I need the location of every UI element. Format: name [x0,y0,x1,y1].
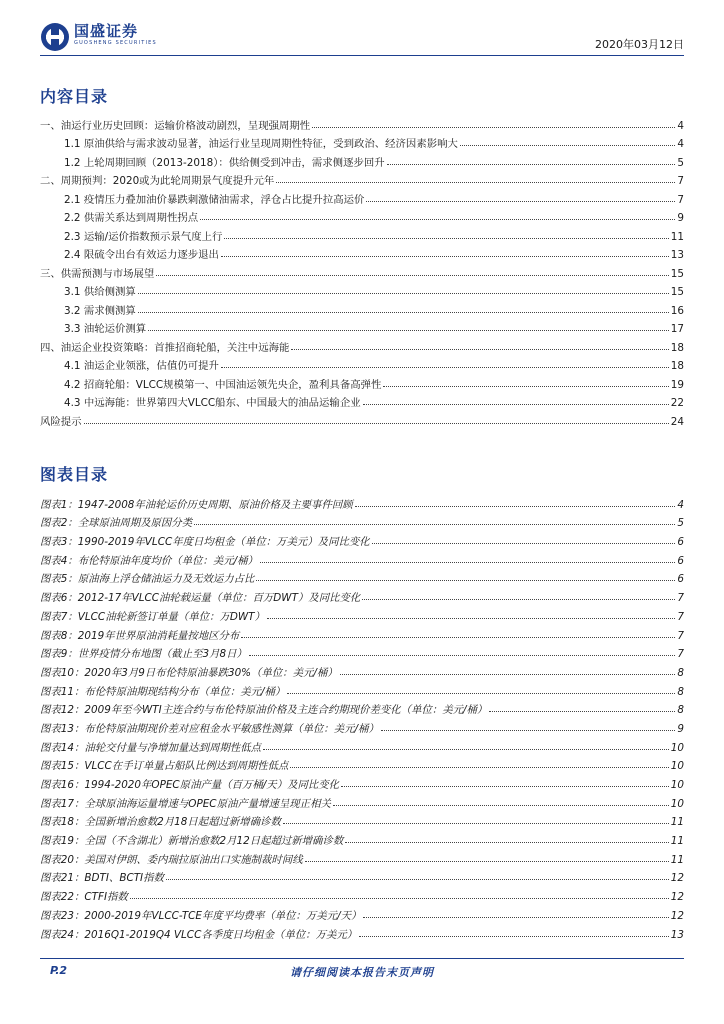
toc-entry-label: 3.2 需求侧测算 [64,304,136,317]
toc-entry-label: 4.3 中远海能：世界第四大VLCC船东、中国最大的油品运输企业 [64,397,361,409]
figure-entry[interactable] [40,716,684,735]
dot-leader [362,599,675,600]
dot-leader [341,786,669,787]
figure-entry-label: 图表23：2000-2019年VLCC-TCE年度平均费率（单位：万美元/天） [40,909,362,922]
header-divider [40,55,684,56]
toc-entry-page: 4 [677,119,684,132]
figure-entry[interactable] [40,772,684,791]
dot-leader [372,543,676,544]
toc-entry[interactable] [40,372,684,391]
toc-entry-label: 4.2 招商轮船：VLCC规模第一、中国油运领先央企，盈利具备高弹性 [64,378,382,391]
toc-entry-label: 三、供需预测与市场展望 [40,267,155,280]
toc-entry[interactable] [40,150,684,169]
figure-entry-page: 10 [670,760,684,773]
dot-leader [138,293,669,294]
dot-leader [290,767,668,768]
figure-entry-page: 11 [670,835,684,848]
toc-entry-label: 一、油运行业历史回顾：运输价格波动剧烈，呈现强周期性 [40,119,311,132]
figure-entry-label: 图表8：2019年世界原油消耗量按地区分布 [40,629,240,642]
figure-entry-page: 8 [677,685,684,698]
figure-entry-label: 图表6：2012-17年VLCC油轮载运量（单位：百万DWT）及同比变化 [40,592,361,605]
figure-entry[interactable] [40,698,684,717]
page-footer [40,958,684,979]
toc-entry-label: 2.4 限硫令出台有效运力逐步退出 [64,249,219,261]
toc-entry-page: 5 [677,156,684,169]
figure-entry-page: 10 [670,779,684,791]
figure-entry[interactable] [40,585,684,604]
brand-mark-icon [40,22,70,52]
list-of-figures [40,492,684,941]
toc-entry-label: 3.3 油轮运价测算 [64,323,147,335]
figure-entry-page: 9 [677,722,684,735]
dot-leader [363,917,668,918]
toc-entry-page: 16 [670,304,684,317]
figure-entry[interactable] [40,922,684,941]
figure-entry-page: 7 [677,610,684,623]
figure-entry-label: 图表13：布伦特原油期现价差对应租金水平敏感性测算（单位：美元/桶） [40,722,379,735]
dot-leader [387,164,676,165]
dot-leader [340,674,676,675]
figure-entry-label: 图表24：2016Q1-2019Q4 VLCC各季度日均租金（单位：万美元） [40,928,358,941]
figure-entry-page: 6 [677,536,684,549]
toc-entry[interactable] [40,335,684,354]
figure-entry-page: 8 [677,666,684,679]
dot-leader [287,693,675,694]
toc-entry[interactable] [40,187,684,206]
toc-entry-page: 13 [670,249,684,261]
toc-entry-page: 7 [677,193,684,206]
figure-entry-page: 8 [677,704,684,717]
toc-entry[interactable] [40,391,684,410]
figure-entry[interactable] [40,866,684,885]
figure-entry[interactable] [40,642,684,661]
dot-leader [333,805,669,806]
dot-leader [221,256,669,257]
page-header [0,0,724,62]
figure-entry[interactable] [40,567,684,586]
toc-entry-label: 2.3 运输/运价指数预示景气度上行 [64,230,223,243]
figure-entry[interactable] [40,884,684,903]
dot-leader [489,711,675,712]
toc-entry[interactable] [40,317,684,336]
figure-entry[interactable] [40,754,684,773]
figure-entry-page: 4 [677,498,684,511]
figure-entry[interactable] [40,529,684,548]
figure-entry[interactable] [40,735,684,754]
figure-entry[interactable] [40,511,684,530]
figure-entry-page: 12 [670,872,684,885]
toc-entry[interactable] [40,132,684,151]
figure-entry-label: 图表4：布伦特原油年度均价（单位：美元/桶） [40,554,258,567]
figure-entry-label: 图表5：原油海上浮仓储油运力及无效运力占比 [40,573,255,586]
dot-leader [224,238,668,239]
figure-entry-page: 7 [677,648,684,661]
toc-entry-page: 15 [670,286,684,298]
toc-entry[interactable] [40,224,684,243]
toc-entry-page: 19 [670,378,684,391]
figure-entry-page: 5 [677,517,684,530]
figure-entry-page: 11 [670,816,684,829]
report-date: 2020年03月12日 [595,38,684,51]
figure-entry[interactable] [40,903,684,922]
dot-leader [241,637,675,638]
toc-entry-label: 风险提示 [40,415,82,428]
figure-entry-page: 12 [670,891,684,904]
figure-entry-label: 图表15：VLCC在手订单量占船队比例达到周期性低点 [40,760,289,773]
toc-entry[interactable] [40,298,684,317]
figure-entry[interactable] [40,660,684,679]
figure-entry-label: 图表22：CTFI指数 [40,891,128,904]
toc-entry-page: 18 [670,341,684,354]
dot-leader [200,219,675,220]
figure-entry-label: 图表1：1947-2008年油轮运价历史周期、原油价格及主要事件回顾 [40,498,353,511]
figure-entry-label: 图表10：2020年3月9日布伦特原油暴跌30%（单位：美元/桶） [40,666,338,679]
figure-entry-label: 图表18：全国新增治愈数2月18日起超过新增确诊数 [40,816,281,829]
toc-entry-page: 15 [670,267,684,280]
dot-leader [148,330,669,331]
dot-leader [383,386,668,387]
dot-leader [267,618,675,619]
figure-entry-label: 图表7：VLCC油轮新签订单量（单位：万DWT） [40,610,265,623]
toc-entry-label: 1.1 原油供给与需求波动显著，油运行业呈现周期性特征，受到政治、经济因素影响大 [64,138,458,150]
dot-leader [345,842,669,843]
figure-entry-label: 图表19：全国（不含湖北）新增治愈数2月12日起超过新增确诊数 [40,835,344,848]
figure-entry-page: 13 [670,928,684,941]
toc-title: 内容目录 [40,87,109,106]
footer-disclaimer: 请仔细阅读本报告末页声明 [290,966,434,979]
figure-entry[interactable] [40,847,684,866]
figure-entry-label: 图表21：BDTI、BCTI指数 [40,872,164,885]
toc-entry-page: 17 [670,323,684,335]
dot-leader [166,879,669,880]
toc-entry-label: 四、油运企业投资策略：首推招商轮船，关注中远海能 [40,341,290,354]
dot-leader [366,201,675,202]
toc-entry-label: 4.1 油运企业领涨，估值仍可提升 [64,360,219,372]
dot-leader [460,145,675,146]
dot-leader [363,404,669,405]
dot-leader [260,562,675,563]
dot-leader [381,730,676,731]
dot-leader [138,312,669,313]
dot-leader [291,349,668,350]
figure-entry-label: 图表12：2009年至今WTI主连合约与布伦特原油价格及主连合约期现价差变化（单位：美元/桶） [40,704,488,717]
figure-entry[interactable] [40,679,684,698]
toc-entry-label: 二、周期预判：2020或为此轮周期景气度提升元年 [40,175,275,187]
figure-entry-label: 图表17：全球原油海运量增速与OPEC原油产量增速呈现正相关 [40,797,331,810]
figure-entry-page: 10 [670,741,684,754]
dot-leader [359,936,669,937]
brand-name-cn: 国盛证券 [74,22,139,40]
dot-leader [256,580,675,581]
dot-leader [130,898,669,899]
toc-entry-page: 11 [670,230,684,243]
toc-entry[interactable] [40,243,684,262]
toc-entry-label: 2.1 疫情压力叠加油价暴跌刺激储油需求，浮仓占比提升拉高运价 [64,193,365,206]
footer-divider [40,958,684,959]
toc-entry-page: 18 [670,360,684,372]
figure-entry-page: 7 [677,592,684,605]
figure-entry[interactable] [40,623,684,642]
brand-name-en: GUOSHENG SECURITIES [74,40,157,46]
figure-entry-label: 图表14：油轮交付量与净增加量达到周期性低点 [40,741,262,754]
figures-title: 图表目录 [40,465,109,484]
figure-entry-label: 图表20：美国对伊朗、委内瑞拉原油出口实施制裁时间线 [40,853,303,866]
dot-leader [263,749,669,750]
figure-entry[interactable] [40,548,684,567]
table-of-contents [40,113,684,428]
figure-entry-label: 图表3：1990-2019年VLCC年度日均租金（单位：万美元）及同比变化 [40,536,370,549]
toc-entry[interactable] [40,409,684,428]
figure-entry-page: 6 [677,573,684,586]
figure-entry-page: 7 [677,629,684,642]
toc-entry-page: 9 [677,212,684,224]
toc-entry-page: 4 [677,138,684,150]
dot-leader [84,423,669,424]
toc-entry-label: 2.2 供需关系达到周期性拐点 [64,212,199,224]
page-number: P.2 [50,964,68,977]
dot-leader [312,127,675,128]
toc-entry-label: 3.1 供给侧测算 [64,286,136,298]
toc-entry-label: 1.2 上轮周期回顾（2013-2018）：供给侧受到冲击，需求侧逐步回升 [64,156,385,169]
dot-leader [156,275,668,276]
toc-entry[interactable] [40,280,684,299]
figure-entry[interactable] [40,810,684,829]
dot-leader [194,524,675,525]
figure-entry-page: 6 [677,554,684,567]
dot-leader [355,506,676,507]
figure-entry-page: 11 [670,853,684,866]
figure-entry-page: 12 [670,909,684,922]
figure-entry-label: 图表16：1994-2020年OPEC原油产量（百万桶/天）及同比变化 [40,779,340,791]
figure-entry[interactable] [40,604,684,623]
figure-entry-label: 图表2：全球原油周期及原因分类 [40,517,193,530]
dot-leader [283,823,669,824]
dot-leader [221,367,669,368]
toc-entry[interactable] [40,354,684,373]
dot-leader [276,182,675,183]
toc-entry[interactable] [40,261,684,280]
toc-entry[interactable] [40,206,684,225]
figure-entry-label: 图表11：布伦特原油期现结构分布（单位：美元/桶） [40,685,286,698]
figure-entry[interactable] [40,492,684,511]
toc-entry-page: 22 [670,397,684,409]
toc-entry[interactable] [40,169,684,188]
toc-entry[interactable] [40,113,684,132]
toc-entry-page: 7 [677,175,684,187]
figure-entry[interactable] [40,828,684,847]
dot-leader [305,861,669,862]
brand-logo [40,22,157,52]
figure-entry[interactable] [40,791,684,810]
toc-entry-page: 24 [670,415,684,428]
dot-leader [249,655,676,656]
figure-entry-page: 10 [670,797,684,810]
figure-entry-label: 图表9：世界疫情分布地图（截止至3月8日） [40,648,247,661]
